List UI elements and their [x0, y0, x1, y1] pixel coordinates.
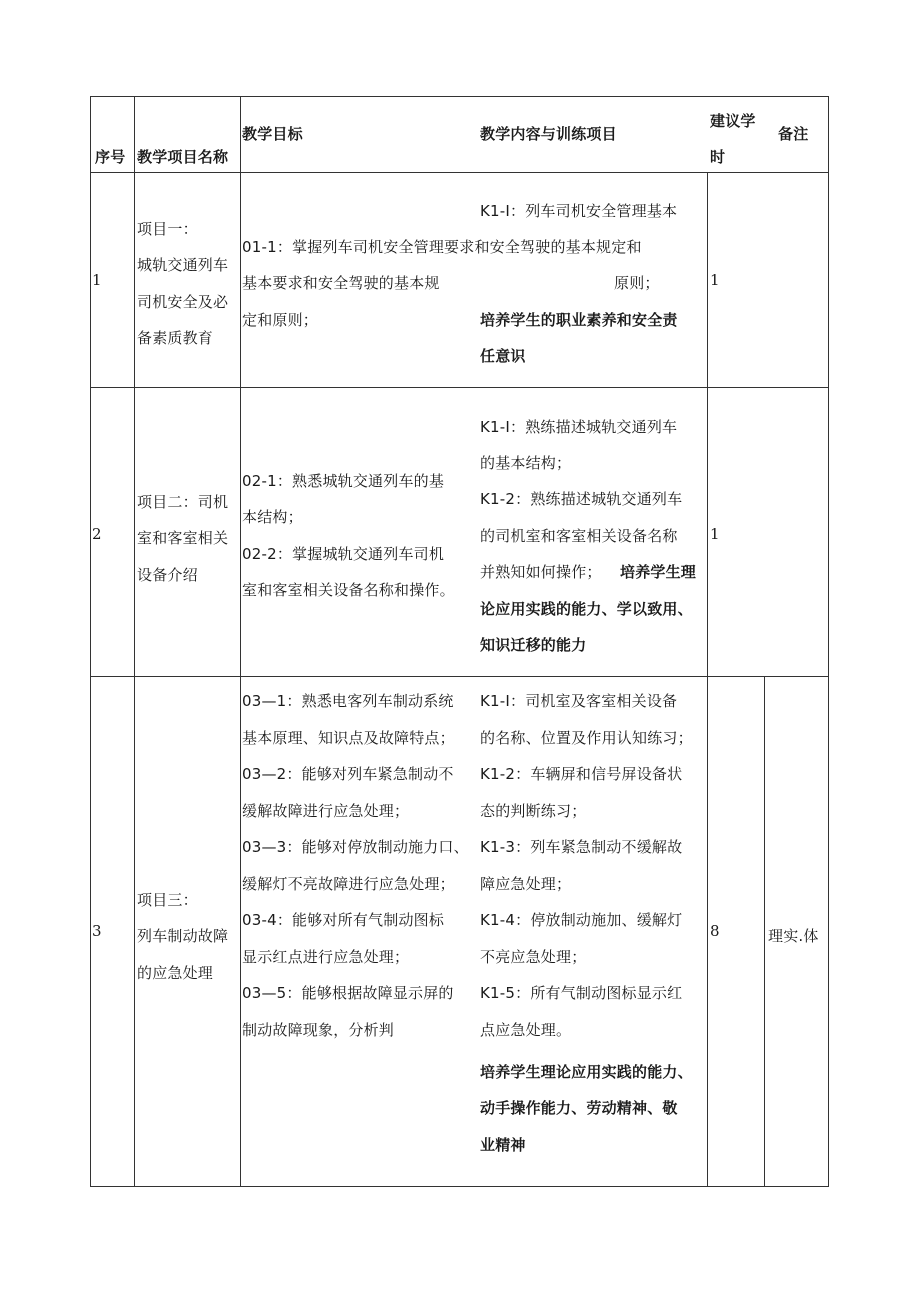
- row3-goal-line: 03—3：能够对停放制动施力口、: [242, 838, 469, 856]
- row3-goal-line: 03-4：能够对所有气制动图标: [242, 911, 445, 929]
- table-col-divider: [240, 96, 241, 1187]
- row1-name-line: 备素质教育: [137, 329, 214, 347]
- row3-name-line: 的应急处理: [137, 964, 214, 982]
- row3-content-bold-line: 培养学生理论应用实践的能力、: [480, 1063, 693, 1081]
- row3-goal-line: 显示红点进行应急处理；: [242, 948, 410, 966]
- table-border-right: [828, 96, 829, 1187]
- header-content: 教学内容与训练项目: [480, 125, 617, 143]
- row1-goal-line: 基本要求和安全驾驶的基本规: [242, 274, 440, 292]
- row3-goal-line: 制动故障现象，分析判: [242, 1021, 395, 1039]
- row1-goal-line: 01-1：掌握列车司机安全管理要求和安全驾驶的基本规定和: [242, 238, 642, 256]
- row3-seq: 3: [92, 922, 102, 940]
- row2-name-line: 项目二：司机: [137, 493, 229, 511]
- row1-content-bold-line: 任意识: [480, 347, 526, 365]
- row3-content-line: K1-2：车辆屏和信号屏设备状: [480, 765, 683, 783]
- row1-seq: 1: [92, 271, 102, 289]
- header-hours-line2: 时: [710, 148, 726, 166]
- row1-name-line: 项目一：: [137, 220, 198, 238]
- table-border-left: [90, 96, 91, 1187]
- row2-goal-line: 02-2：掌握城轨交通列车司机: [242, 545, 445, 563]
- row2-name-line: 室和客室相关: [137, 529, 229, 547]
- row3-content-line: K1-4：停放制动施加、缓解灯: [480, 911, 683, 929]
- row3-name-line: 项目三：: [137, 891, 198, 909]
- row3-content-line: 不亮应急处理；: [480, 948, 587, 966]
- row3-content-line: K1-I：司机室及客室相关设备: [480, 692, 678, 710]
- row2-goal-line: 室和客室相关设备名称和操作。: [242, 581, 455, 599]
- row2-hours: 1: [710, 525, 720, 543]
- row1-goal-line: 定和原则；: [242, 311, 319, 329]
- row3-content-line: K1-3：列车紧急制动不缓解故: [480, 838, 683, 856]
- row2-content-bold-inline: 培养学生理: [620, 563, 697, 581]
- header-hours-line1: 建议学: [710, 112, 756, 130]
- row3-note: 理实.体: [768, 927, 819, 945]
- row3-goal-line: 基本原理、知识点及故障特点；: [242, 729, 455, 747]
- table-col-divider: [134, 96, 135, 1187]
- row3-content-line: 点应急处理。: [480, 1021, 572, 1039]
- row1-content-line: 原则；: [614, 274, 660, 292]
- row2-content-line: K1-I：熟练描述城轨交通列车: [480, 418, 678, 436]
- row2-content-line: K1-2：熟练描述城轨交通列车: [480, 490, 683, 508]
- row2-content-line: 的司机室和客室相关设备名称: [480, 527, 678, 545]
- row2-content-bold-line: 论应用实践的能力、学以致用、: [480, 600, 693, 618]
- row3-goal-line: 缓解灯不亮故障进行应急处理；: [242, 875, 455, 893]
- row3-content-line: 障应急处理；: [480, 875, 572, 893]
- row1-name-line: 城轨交通列车: [137, 256, 229, 274]
- row2-content-line: 的基本结构；: [480, 454, 572, 472]
- table-row-divider: [90, 676, 829, 677]
- row3-name-line: 列车制动故障: [137, 927, 229, 945]
- row2-goal-line: 本结构；: [242, 508, 303, 526]
- row2-goal-line: 02-1：熟悉城轨交通列车的基: [242, 472, 445, 490]
- row3-content-line: 态的判断练习；: [480, 802, 587, 820]
- row3-content-bold-line: 动手操作能力、劳动精神、敬: [480, 1099, 678, 1117]
- table-row-divider: [90, 387, 829, 388]
- row1-content-bold-line: 培养学生的职业素养和安全责: [480, 311, 678, 329]
- row3-content-line: 的名称、位置及作用认知练习；: [480, 729, 693, 747]
- row2-name-line: 设备介绍: [137, 566, 198, 584]
- row1-content-line: K1-I：列车司机安全管理基本: [480, 202, 678, 220]
- header-seq: 序号: [95, 148, 126, 166]
- row3-content-bold-line: 业精神: [480, 1136, 526, 1154]
- header-name: 教学项目名称: [137, 148, 229, 166]
- row2-seq: 2: [92, 525, 102, 543]
- header-goal: 教学目标: [242, 125, 303, 143]
- row3-goal-line: 缓解故障进行应急处理；: [242, 802, 410, 820]
- row3-goal-line: 03—2：能够对列车紧急制动不: [242, 765, 454, 783]
- row3-goal-line: 03—5：能够根据故障显示屏的: [242, 984, 454, 1002]
- row1-hours: 1: [710, 271, 720, 289]
- table-col-divider: [764, 676, 765, 1187]
- table-col-divider: [707, 172, 708, 1187]
- row3-content-line: K1-5：所有气制动图标显示红: [480, 984, 683, 1002]
- row1-name-line: 司机安全及必: [137, 293, 229, 311]
- header-note: 备注: [778, 125, 809, 143]
- row2-content-bold-line: 知识迁移的能力: [480, 636, 587, 654]
- table-border-top: [90, 96, 829, 97]
- row3-goal-line: 03—1：熟悉电客列车制动系统: [242, 692, 454, 710]
- row3-hours: 8: [710, 922, 720, 940]
- row2-content-line: 并熟知如何操作；: [480, 563, 602, 581]
- table-border-bottom: [90, 1186, 829, 1187]
